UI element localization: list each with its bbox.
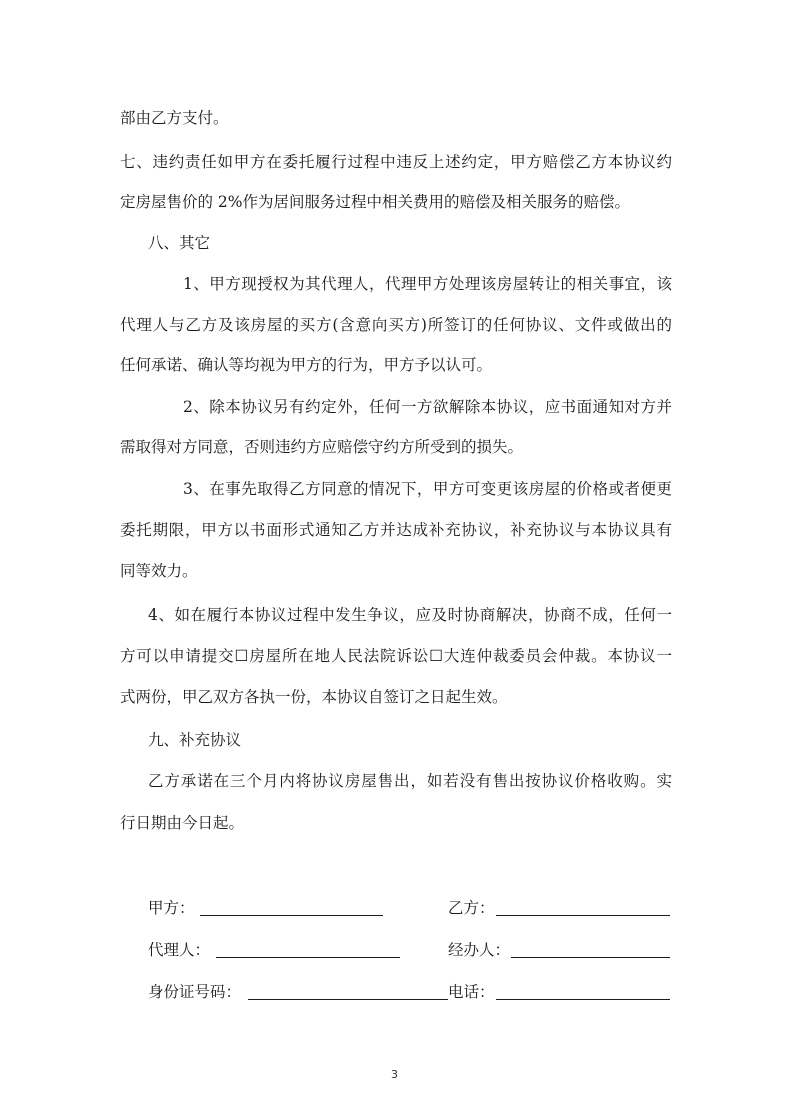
text-line: 委托期限，甲方以书面形式通知乙方并达成补充协议，补充协议与本协议具有 (120, 521, 672, 539)
text-line: 定房屋售价的 2%作为居间服务过程中相关费用的赔偿及相关服务的赔偿。 (120, 193, 631, 211)
party-a-signature-line[interactable] (200, 915, 383, 916)
text-line: 任何承诺、确认等均视为甲方的行为，甲方予以认可。 (120, 356, 493, 374)
text-line: 同等效力。 (120, 562, 198, 580)
text-line: 乙方承诺在三个月内将协议房屋售出，如若没有售出按协议价格收购。实 (148, 772, 672, 790)
text-line: 方可以申请提交☐房屋所在地人民法院诉讼☐大连仲裁委员会仲裁。本协议一 (120, 647, 672, 665)
text-line: 式两份，甲乙双方各执一份，本协议自签订之日起生效。 (120, 688, 508, 706)
agent-label: 代理人： (148, 941, 211, 959)
text-line: 代理人与乙方及该房屋的买方(含意向买方)所签订的任何协议、文件或做出的 (120, 316, 672, 334)
handler-signature-line[interactable] (511, 957, 670, 958)
phone-line[interactable] (496, 999, 670, 1000)
text-line: 部由乙方支付。 (120, 109, 229, 127)
id-number-line[interactable] (248, 999, 448, 1000)
phone-label: 电话： (448, 983, 495, 1001)
party-a-label: 甲方： (148, 899, 195, 917)
party-b-signature-line[interactable] (496, 915, 670, 916)
party-b-label: 乙方： (448, 899, 495, 917)
section-heading: 九、补充协议 (148, 731, 242, 749)
text-line: 3、在事先取得乙方同意的情况下，甲方可变更该房屋的价格或者便更 (183, 480, 672, 498)
text-line: 1、甲方现授权为其代理人，代理甲方处理该房屋转让的相关事宜，该 (183, 275, 672, 293)
agent-signature-line[interactable] (216, 957, 400, 958)
text-line: 需取得对方同意，否则违约方应赔偿守约方所受到的损失。 (120, 438, 524, 456)
handler-label: 经办人： (448, 941, 511, 959)
page-number: 3 (391, 1068, 398, 1081)
text-line: 4、如在履行本协议过程中发生争议，应及时协商解决，协商不成，任何一 (148, 606, 672, 624)
text-line: 七、违约责任如甲方在委托履行过程中违反上述约定，甲方赔偿乙方本协议约 (120, 153, 672, 171)
text-line: 行日期由今日起。 (120, 814, 245, 832)
section-heading: 八、其它 (148, 234, 211, 252)
text-line: 2、除本协议另有约定外，任何一方欲解除本协议，应书面通知对方并 (183, 398, 672, 416)
id-number-label: 身份证号码： (148, 983, 242, 1001)
